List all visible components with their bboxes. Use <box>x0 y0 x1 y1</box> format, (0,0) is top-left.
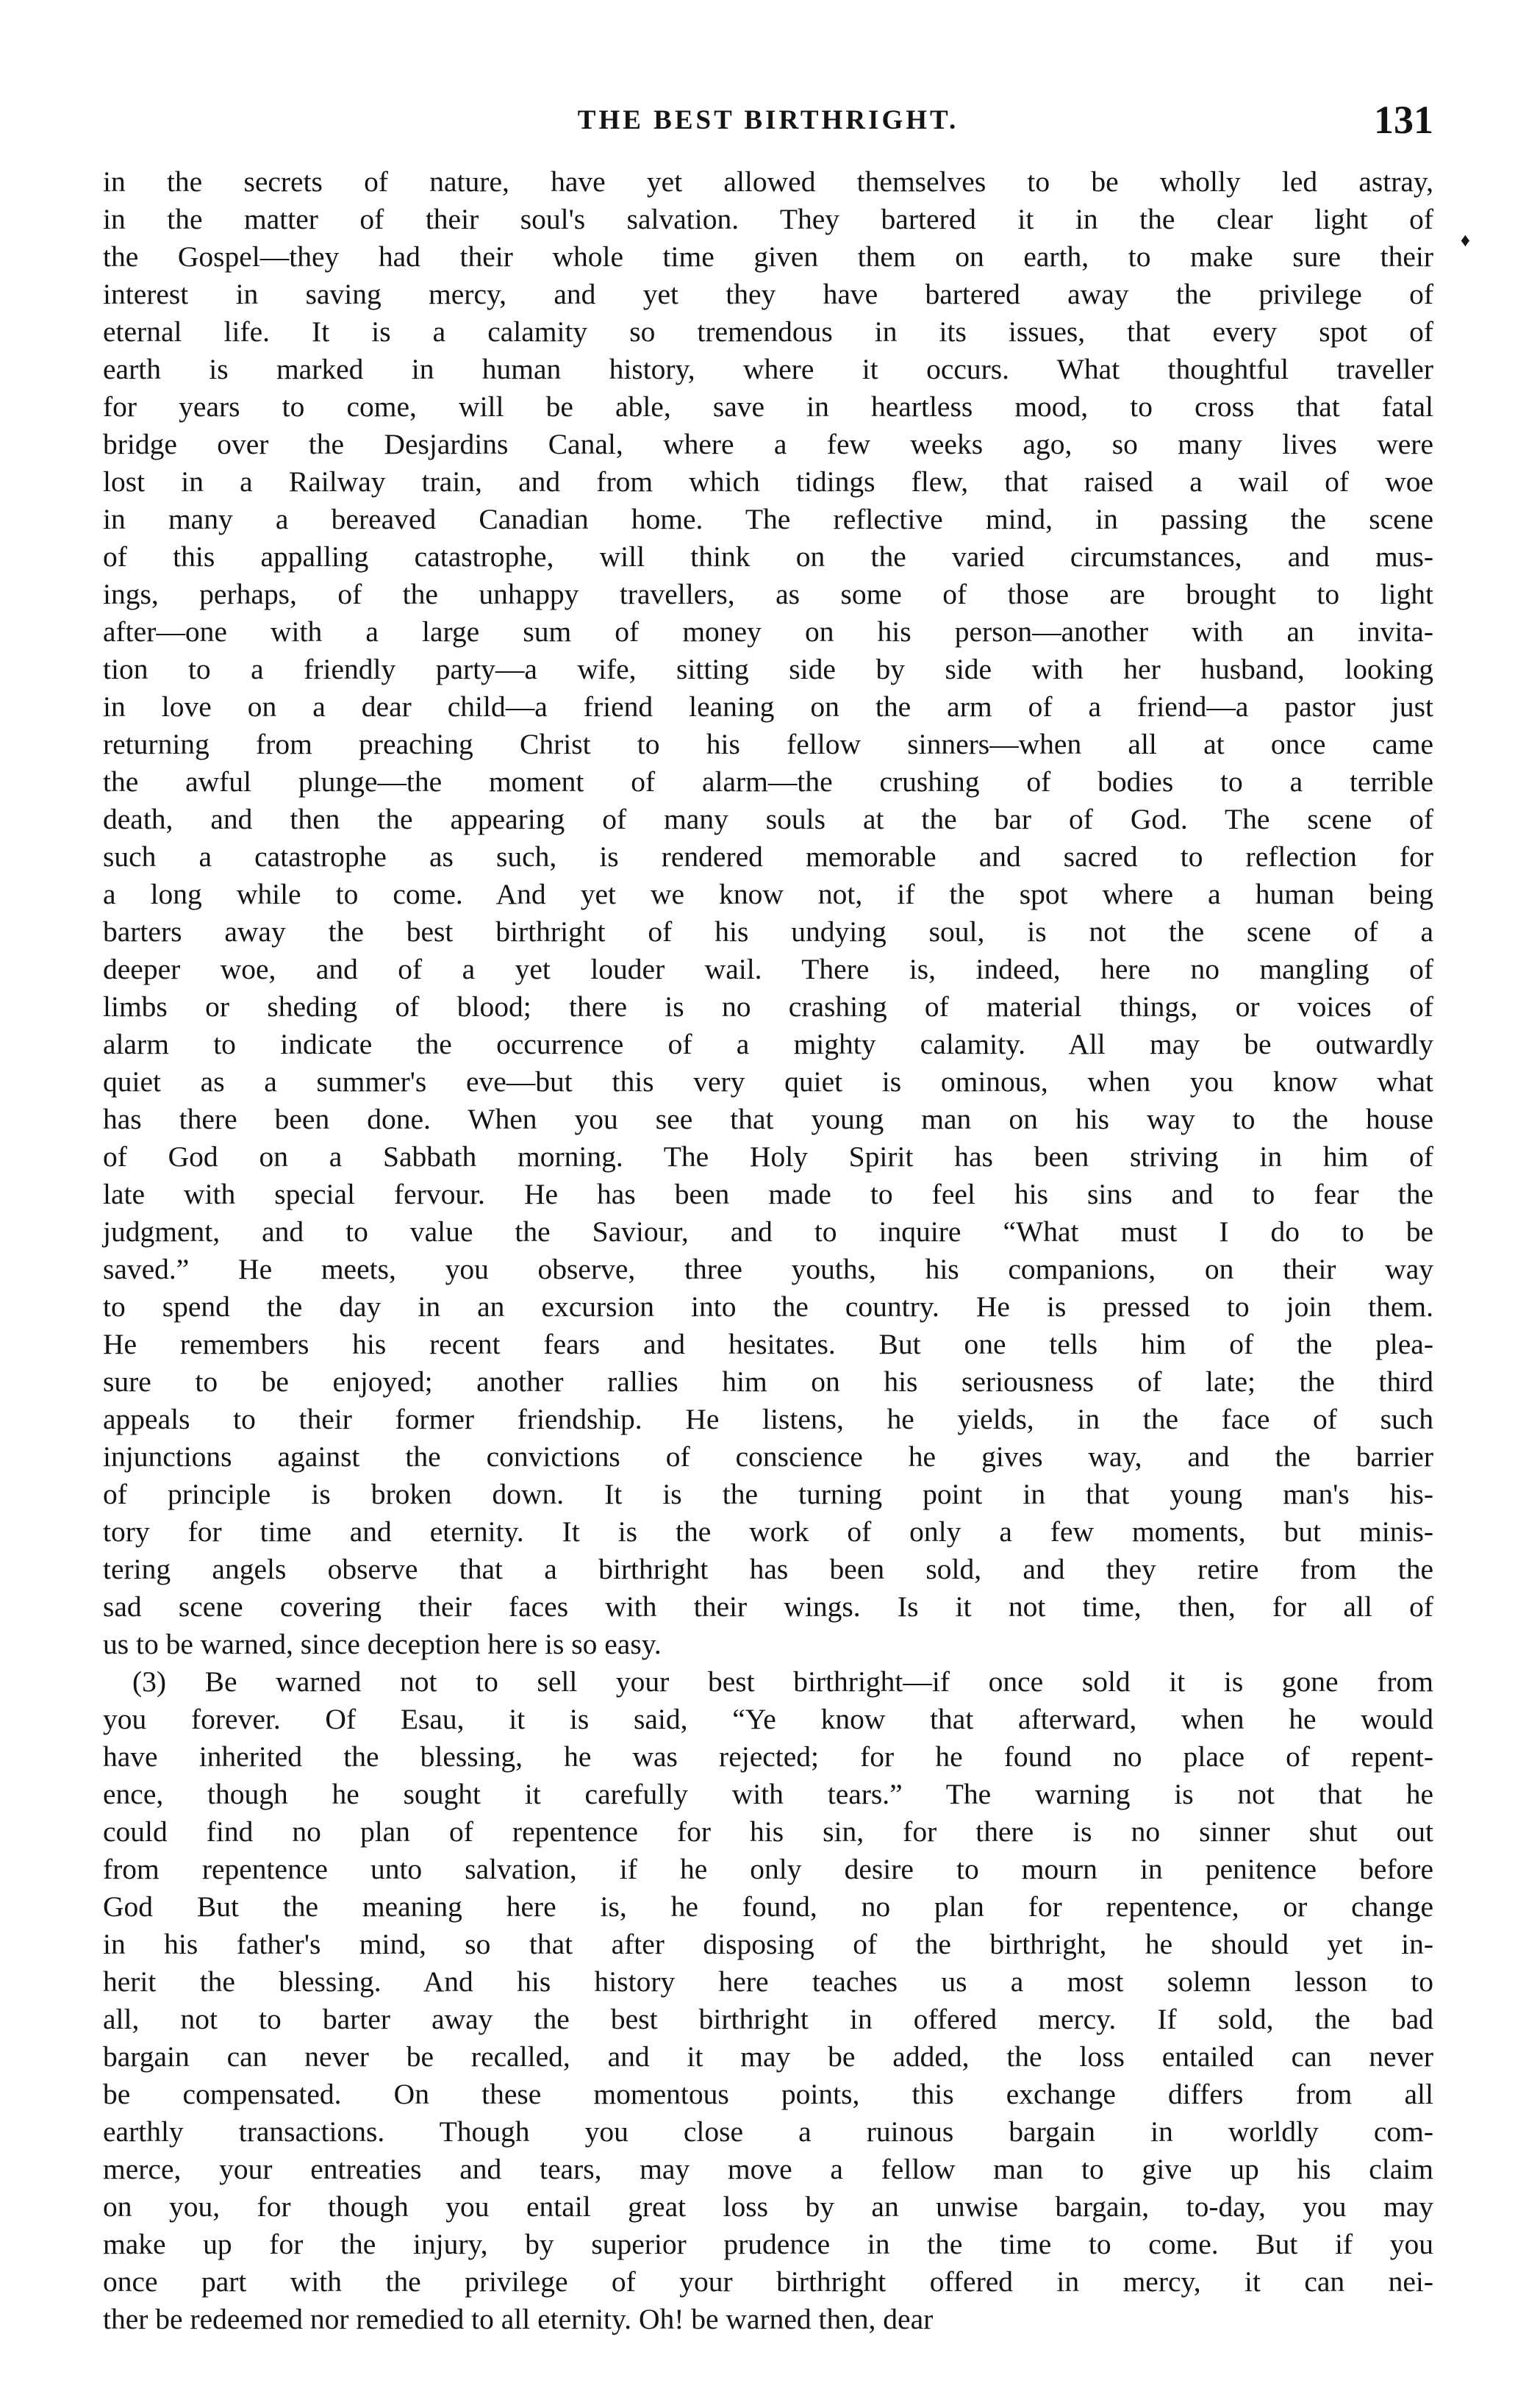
text-line: eternal life. It is a calamity so tremendous in its issues, that every spot of <box>103 315 1433 348</box>
text-line: bridge over the Desjardins Canal, where a few weeks ago, so many lives were <box>103 428 1433 460</box>
text-line: injunctions against the convictions of conscience he gives way, and the barrier <box>103 1440 1433 1473</box>
text-line: in the secrets of nature, have yet allowed themselves to be wholly led astray, <box>103 165 1433 198</box>
text-line: be compensated. On these momentous points, this exchange differs from all <box>103 2078 1433 2110</box>
text-line: (3) Be warned not to sell your best birthright—if once sold it is gone from <box>132 1665 1433 1698</box>
text-line: us to be warned, since deception here is so easy. <box>103 1628 662 1660</box>
text-line: once part with the privilege of your birthright offered in mercy, it can nei- <box>103 2265 1433 2298</box>
text-line: ence, though he sought it carefully with tears.” The warning is not that he <box>103 1778 1433 1810</box>
text-line: barters away the best birthright of his undying soul, is not the scene of a <box>103 915 1433 948</box>
text-line: returning from preaching Christ to his fellow sinners—when all at once came <box>103 728 1433 760</box>
text-line: late with special fervour. He has been made to feel his sins and to fear the <box>103 1178 1433 1210</box>
text-line: has there been done. When you see that young man on his way to the house <box>103 1103 1433 1135</box>
text-line: limbs or sheding of blood; there is no crashing of material things, or voices of <box>103 990 1433 1023</box>
text-line: earth is marked in human history, where it occurs. What thoughtful traveller <box>103 353 1433 385</box>
text-line: earthly transactions. Though you close a ruinous bargain in worldly com- <box>103 2115 1433 2148</box>
text-line: to spend the day in an excursion into the country. He is pressed to join them. <box>103 1290 1433 1323</box>
text-line: tion to a friendly party—a wife, sitting side by side with her husband, looking <box>103 653 1433 685</box>
text-line: interest in saving mercy, and yet they have bartered away the privilege of <box>103 278 1433 310</box>
text-line: appeals to their former friendship. He listens, he yields, in the face of such <box>103 1403 1433 1435</box>
text-line: have inherited the blessing, he was rejected; for he found no place of repent- <box>103 1740 1433 1773</box>
text-line: sure to be enjoyed; another rallies him on his seriousness of late; the third <box>103 1365 1433 1398</box>
text-line: of principle is broken down. It is the turning point in that young man's his- <box>103 1478 1433 1510</box>
text-line: in love on a dear child—a friend leaning on the arm of a friend—a pastor just <box>103 690 1433 723</box>
text-line: in the matter of their soul's salvation. They bartered it in the clear light of <box>103 203 1433 235</box>
text-line: bargain can never be recalled, and it may be added, the loss entailed can never <box>103 2040 1433 2073</box>
text-line: lost in a Railway train, and from which tidings flew, that raised a wail of woe <box>103 465 1433 498</box>
text-line: all, not to barter away the best birthright in offered mercy. If sold, the bad <box>103 2003 1433 2035</box>
text-line: tering angels observe that a birthright has been sold, and they retire from the <box>103 1553 1433 1585</box>
page-number: 131 <box>1374 98 1433 142</box>
text-line: judgment, and to value the Saviour, and to inquire “What must I do to be <box>103 1215 1433 1248</box>
text-line: of this appalling catastrophe, will think on the varied circumstances, and mus- <box>103 540 1433 573</box>
text-line: you forever. Of Esau, it is said, “Ye know that afterward, when he would <box>103 1703 1433 1735</box>
text-line: the awful plunge—the moment of alarm—the crushing of bodies to a terrible <box>103 765 1433 798</box>
text-line: for years to come, will be able, save in heartless mood, to cross that fatal <box>103 390 1433 423</box>
running-title: THE BEST BIRTHRIGHT. <box>577 105 959 135</box>
text-line: God But the meaning here is, he found, no plan for repentence, or change <box>103 1890 1433 1923</box>
text-line: make up for the injury, by superior prudence in the time to come. But if you <box>103 2228 1433 2260</box>
text-line: herit the blessing. And his history here teaches us a most solemn lesson to <box>103 1965 1433 1998</box>
text-line: the Gospel—they had their whole time given them on earth, to make sure their <box>103 240 1433 273</box>
text-line: merce, your entreaties and tears, may move a fellow man to give up his claim <box>103 2153 1433 2185</box>
text-line: saved.” He meets, you observe, three youths, his companions, on their way <box>103 1253 1433 1285</box>
text-line: such a catastrophe as such, is rendered memorable and sacred to reflection for <box>103 840 1433 873</box>
text-line: of God on a Sabbath morning. The Holy Spirit has been striving in him of <box>103 1140 1433 1173</box>
book-page <box>103 60 1470 2354</box>
text-line: deeper woe, and of a yet louder wail. There is, indeed, here no mangling of <box>103 953 1433 985</box>
text-line: from repentence unto salvation, if he only desire to mourn in penitence before <box>103 1853 1433 1885</box>
text-line: ings, perhaps, of the unhappy travellers, as some of those are brought to light <box>103 578 1433 610</box>
text-line: in his father's mind, so that after disposing of the birthright, he should yet in- <box>103 1928 1433 1960</box>
text-line: quiet as a summer's eve—but this very quiet is ominous, when you know what <box>103 1065 1433 1098</box>
text-line: sad scene covering their faces with their wings. Is it not time, then, for all of <box>103 1590 1433 1623</box>
body-text <box>103 163 1433 2338</box>
text-line: in many a bereaved Canadian home. The reflective mind, in passing the scene <box>103 503 1433 535</box>
text-line: He remembers his recent fears and hesitates. But one tells him of the plea- <box>103 1328 1433 1360</box>
text-line: a long while to come. And yet we know not, if the spot where a human being <box>103 878 1433 910</box>
text-line: could find no plan of repentence for his sin, for there is no sinner shut out <box>103 1815 1433 1848</box>
margin-mark: ♦ <box>1460 229 1470 251</box>
text-line: tory for time and eternity. It is the work of only a few moments, but minis- <box>103 1515 1433 1548</box>
text-line: alarm to indicate the occurrence of a mighty calamity. All may be outwardly <box>103 1028 1433 1060</box>
text-line: ther be redeemed nor remedied to all eternity. Oh! be warned then, dear <box>103 2303 934 2335</box>
text-line: on you, for though you entail great loss by an unwise bargain, to-day, you may <box>103 2190 1433 2223</box>
text-line: death, and then the appearing of many souls at the bar of God. The scene of <box>103 803 1433 835</box>
text-line: after—one with a large sum of money on his person—another with an invita- <box>103 615 1433 648</box>
